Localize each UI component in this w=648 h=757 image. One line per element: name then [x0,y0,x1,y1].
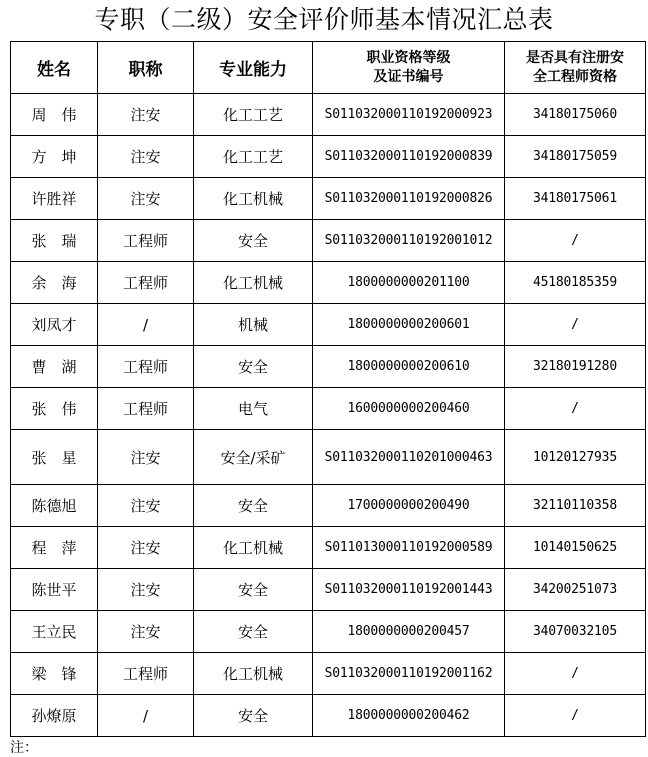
cell-title: 注安 [98,527,194,569]
header-registered [505,42,646,94]
summary-table [10,41,646,737]
cell-specialty: 电气 [194,388,313,430]
cell-cert-number: 1800000000201100 [313,262,505,304]
table-row [11,346,646,388]
cell-name: 余 海 [11,262,98,304]
page-title: 专职（二级）安全评价师基本情况汇总表 [94,5,554,34]
cell-cert-number: 1800000000200457 [313,611,505,653]
cell-specialty: 机械 [194,304,313,346]
cell-title: 注安 [98,611,194,653]
cell-specialty: 安全 [194,346,313,388]
cell-registered-number: 10140150625 [505,527,646,569]
cell-cert-number: S011013000110192000589 [313,527,505,569]
cell-registered-number: 32180191280 [505,346,646,388]
cell-specialty: 化工机械 [194,262,313,304]
table-row [11,569,646,611]
table-row [11,94,646,136]
table-row [11,430,646,485]
cell-title: 工程师 [98,220,194,262]
cell-title: / [98,304,194,346]
cell-name: 张 星 [11,430,98,485]
cell-specialty: 化工工艺 [194,136,313,178]
cell-registered-number: / [505,653,646,695]
table-row [11,262,646,304]
cell-registered-number: / [505,220,646,262]
table-row [11,136,646,178]
cell-specialty: 安全 [194,220,313,262]
cell-registered-number: 34180175061 [505,178,646,220]
cell-title: 工程师 [98,653,194,695]
cell-specialty: 安全 [194,485,313,527]
table-row [11,220,646,262]
cell-cert-number: S011032000110192000923 [313,94,505,136]
header-cert-line2: 及证书编号 [373,68,444,85]
table-row [11,653,646,695]
cell-cert-number: S011032000110201000463 [313,430,505,485]
cell-name: 程 萍 [11,527,98,569]
cell-name: 张 伟 [11,388,98,430]
cell-title: 注安 [98,178,194,220]
cell-specialty: 安全 [194,569,313,611]
header-name: 姓名 [11,42,98,94]
header-cert-line1: 职业资格等级 [366,49,451,66]
cell-registered-number: 34070032105 [505,611,646,653]
cell-cert-number: S011032000110192001443 [313,569,505,611]
cell-cert-number: 1800000000200601 [313,304,505,346]
header-reg-line1: 是否具有注册安 [526,49,624,66]
cell-title: 工程师 [98,346,194,388]
cell-cert-number: S011032000110192001162 [313,653,505,695]
header-reg-line2: 全工程师资格 [533,68,617,85]
cell-name: 刘凤才 [11,304,98,346]
footnote: 注： [10,740,38,756]
table-header-row [11,42,646,94]
cell-title: 工程师 [98,388,194,430]
cell-specialty: 化工机械 [194,527,313,569]
cell-registered-number: / [505,695,646,737]
table-row [11,695,646,737]
table-row [11,304,646,346]
cell-title: 注安 [98,94,194,136]
cell-cert-number: S011032000110192001012 [313,220,505,262]
cell-name: 梁 锋 [11,653,98,695]
table-row [11,611,646,653]
cell-title: / [98,695,194,737]
cell-registered-number: 32110110358 [505,485,646,527]
cell-registered-number: 34180175060 [505,94,646,136]
cell-registered-number: 34200251073 [505,569,646,611]
table-row [11,485,646,527]
cell-name: 周 伟 [11,94,98,136]
cell-name: 王立民 [11,611,98,653]
cell-registered-number: 45180185359 [505,262,646,304]
cell-title: 注安 [98,136,194,178]
cell-name: 陈德旭 [11,485,98,527]
cell-specialty: 化工工艺 [194,94,313,136]
cell-title: 工程师 [98,262,194,304]
table-row [11,178,646,220]
cell-name: 曹 湖 [11,346,98,388]
cell-specialty: 安全/采矿 [194,430,313,485]
table-row [11,388,646,430]
cell-specialty: 化工机械 [194,178,313,220]
cell-title: 注安 [98,430,194,485]
cell-specialty: 化工机械 [194,653,313,695]
header-specialty: 专业能力 [194,42,313,94]
table-row [11,527,646,569]
header-title: 职称 [98,42,194,94]
cell-name: 张 瑞 [11,220,98,262]
cell-title: 注安 [98,485,194,527]
cell-registered-number: / [505,304,646,346]
cell-specialty: 安全 [194,695,313,737]
cell-cert-number: S011032000110192000826 [313,178,505,220]
cell-cert-number: 1700000000200490 [313,485,505,527]
cell-specialty: 安全 [194,611,313,653]
cell-cert-number: 1600000000200460 [313,388,505,430]
cell-registered-number: / [505,388,646,430]
cell-cert-number: 1800000000200462 [313,695,505,737]
cell-cert-number: S011032000110192000839 [313,136,505,178]
cell-name: 方 坤 [11,136,98,178]
cell-registered-number: 10120127935 [505,430,646,485]
cell-name: 孙燎原 [11,695,98,737]
cell-name: 许胜祥 [11,178,98,220]
cell-registered-number: 34180175059 [505,136,646,178]
cell-name: 陈世平 [11,569,98,611]
cell-cert-number: 1800000000200610 [313,346,505,388]
header-cert [313,42,505,94]
cell-title: 注安 [98,569,194,611]
